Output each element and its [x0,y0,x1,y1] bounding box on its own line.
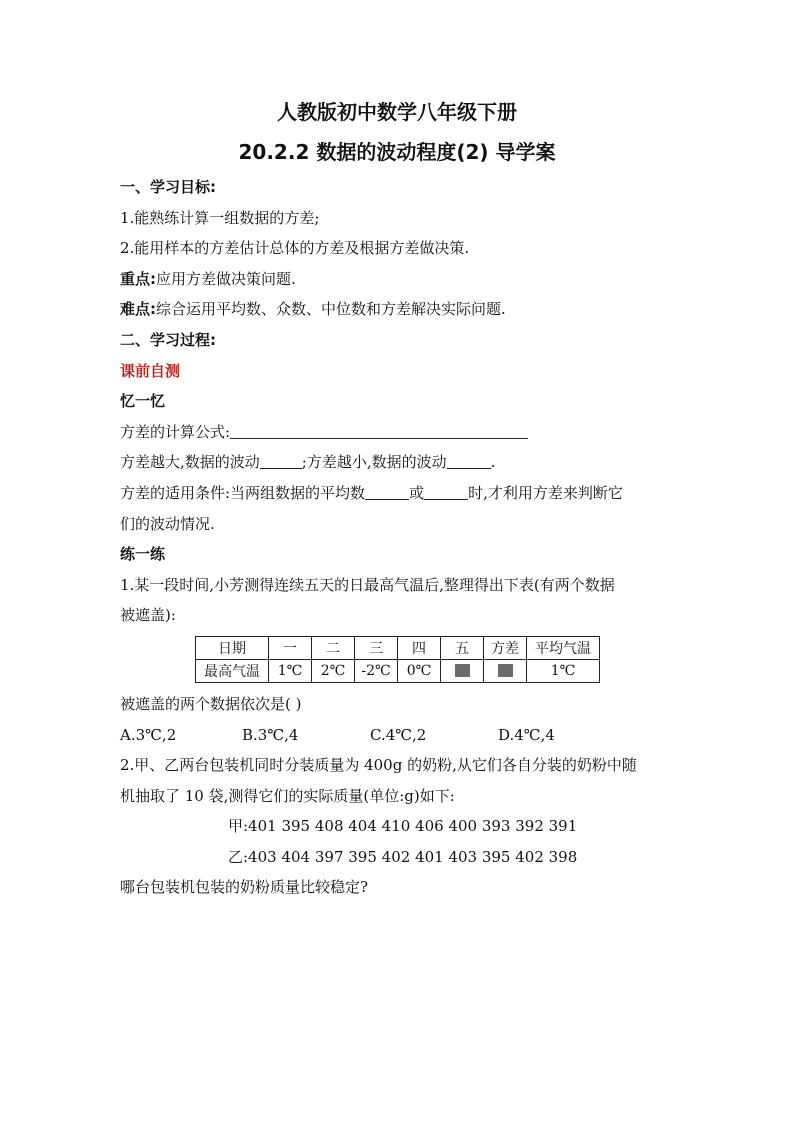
masked-value-block [498,664,513,677]
choice-b[interactable]: B.3℃,4 [242,725,299,744]
table-cell-masked [441,659,484,682]
condition-text-b: 或 [409,483,425,502]
condition-text-c: 时,才利用方差来判断它 [468,483,623,502]
formula-label: 方差的计算公式: [120,422,231,441]
condition-text-d: 们的波动情况. [120,514,215,533]
problem-1-line-1: 1.某一段时间,小芳测得连续五天的日最高气温后,整理得出下表(有两个数据 [120,575,615,594]
problem-2-line-1: 2.甲、乙两台包装机同时分装质量为 400g 的奶粉,从它们各自分装的奶粉中随 [120,756,637,775]
goal-2: 2.能用样本的方差估计总体的方差及根据方差做决策. [120,239,470,258]
goal-1: 1.能熟练计算一组数据的方差; [120,208,320,227]
key-point [120,264,680,295]
table-cell-masked [484,659,527,682]
variance-text-a: 方差越大,数据的波动 [120,453,260,472]
table-header-cell: 方差 [484,636,527,659]
choice-a[interactable]: A.3℃,2 [120,725,177,744]
section-process-heading: 二、学习过程: [120,330,216,349]
masked-value-block [455,664,470,677]
table-cell: 1℃ [269,659,312,682]
problem-1-line-2: 被遮盖): [120,606,176,625]
question-variance-fluctuation [120,447,680,478]
table-header-cell: 二 [312,636,355,659]
difficult-point-label: 难点: [120,300,156,319]
table-header-cell: 一 [269,636,312,659]
table-header-cell: 三 [355,636,398,659]
difficult-point [120,294,680,325]
table-header-cell: 日期 [196,636,269,659]
table-header-cell: 平均气温 [527,636,600,659]
formula-blank[interactable] [230,420,528,439]
condition-blank-2[interactable] [424,481,468,500]
practice-heading: 练一练 [120,545,166,564]
key-point-text: 应用方差做决策问题. [156,269,296,288]
section-goals-heading: 一、学习目标: [120,178,216,196]
table-cell: 1℃ [527,659,600,682]
document-body [120,172,680,903]
table-header-cell: 四 [398,636,441,659]
problem-2-line-2: 机抽取了 10 袋,测得它们的实际质量(单位:g)如下: [120,786,455,805]
table-header-row [196,636,600,659]
recall-heading: 忆一忆 [120,392,166,411]
document-subtitle: 20.2.2 数据的波动程度(2) 导学案 [238,140,556,164]
problem-1-choices [120,720,680,751]
problem-1-question: 被遮盖的两个数据依次是( ) [120,694,302,713]
question-formula [120,417,680,448]
question-condition [120,478,680,509]
condition-text-a: 方差的适用条件:当两组数据的平均数 [120,483,366,502]
table-cell: 2℃ [312,659,355,682]
variance-blank-2[interactable] [447,450,491,469]
choice-c[interactable]: C.4℃,2 [370,725,427,744]
choice-d[interactable]: D.4℃,4 [498,725,555,744]
table-row [196,659,600,682]
pretest-heading: 课前自测 [120,361,181,380]
variance-blank-1[interactable] [260,450,302,469]
condition-blank-1[interactable] [365,481,409,500]
table-header-cell: 五 [441,636,484,659]
variance-text-b: ;方差越小,数据的波动 [301,453,447,472]
difficult-point-text: 综合运用平均数、众数、中位数和方差解决实际问题. [156,300,506,319]
machine-yi-data: 乙:403 404 397 395 402 401 403 395 402 398 [228,847,578,866]
table-cell: -2℃ [355,659,398,682]
key-point-label: 重点: [120,269,156,288]
temperature-table [195,636,600,683]
table-row-label: 最高气温 [196,659,269,682]
problem-2-question: 哪台包装机包装的奶粉质量比较稳定? [120,878,369,897]
table-cell: 0℃ [398,659,441,682]
machine-jia-data: 甲:401 395 408 404 410 406 400 393 392 391 [228,817,578,836]
document-title: 人教版初中数学八年级下册 [277,100,517,124]
variance-text-c: . [490,453,496,472]
